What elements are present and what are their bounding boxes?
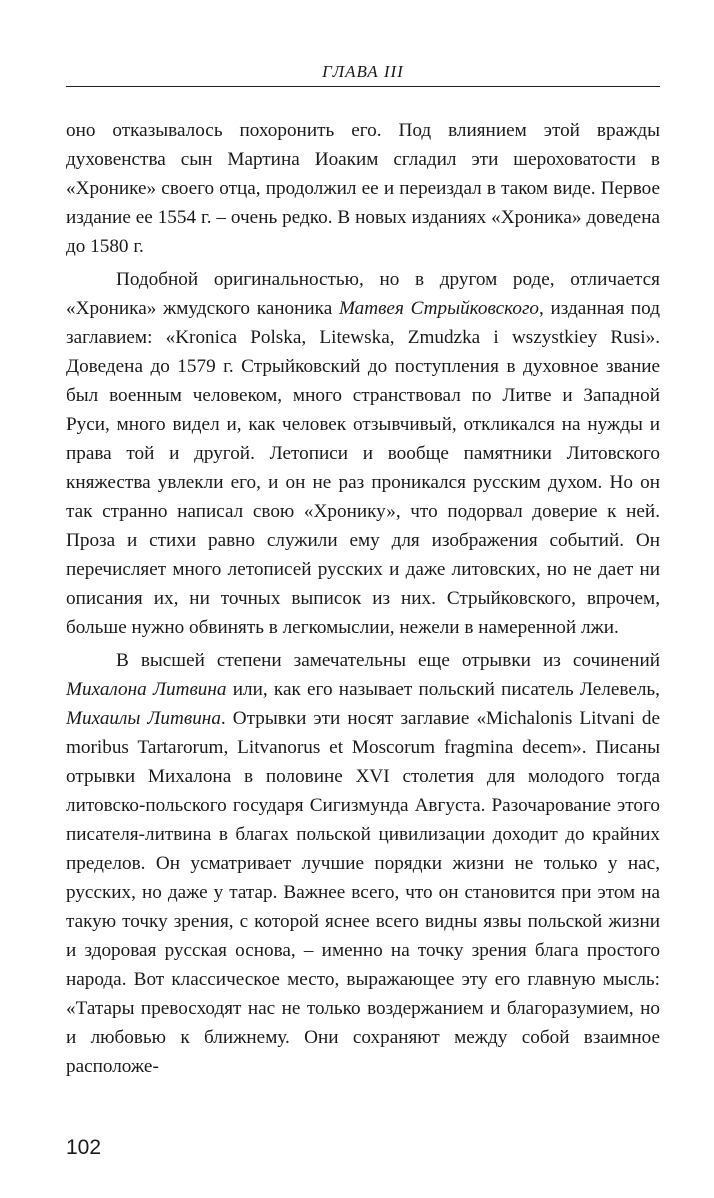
paragraph xyxy=(66,116,660,261)
paragraph xyxy=(66,646,660,1081)
page-number: 102 xyxy=(66,1136,102,1159)
text-run: Подобной оригинальностью, но в другом роде, отличается «Хроника» жмудского каноника xyxy=(66,269,660,319)
italic-name: Матвея Стрыйковского xyxy=(338,298,540,319)
text-run: , изданная под заглавием: «Kronica Polska, Litewska, Zmudzka i wszystkiey Rusi». Доведена до 1579 г. Стрыйковский до поступления в духовное звание был военным человеком, много странствовал по Литве и Западной Руси, много видел и, как человек отзывчивый, откликался на нужды и права той и другой. Летописи и вообще памятники Литовского княжества увлекли его, и он не раз проникался русским духом. Но он так странно написал свою «Хронику», что подорвал доверие к ней. Проза и стихи равно служили ему для изображения событий. Он перечисляет много летописей русских и даже литовских, но не дает ни описания их, ни точных выписок из них. Стрыйковского, впрочем, больше нужно обвинять в легкомыслии, нежели в намеренной лжи. xyxy=(66,298,660,638)
text-run: или, как его называет польский писатель Лелевель, xyxy=(226,679,660,700)
text-run: оно отказывалось похоронить его. Под влиянием этой вражды духовенства сын Мартина Иоаким сгладил эти шероховатости в «Хронике» своего отца, продолжил ее и переиздал в таком виде. Первое издание ее 1554 г. – очень редко. В новых изданиях «Хроника» доведена до 1580 г. xyxy=(66,120,660,257)
text-run: . Отрывки эти носят заглавие «Michalonis Litvani de moribus Tartarorum, Litvanorus et Moscorum fragmina decem». Писаны отрывки Михалона в половине XVI столетия для молодого тогда литовско-польского государя Сигизмунда Августа. Разочарование этого писателя-литвина в благах польской цивилизации доходит до крайних пределов. Он усматривает лучшие порядки жизни не только у нас, русских, но даже у татар. Важнее всего, что он становится при этом на такую точку зрения, с которой яснее всего видны язвы польской жизни и здоровая русская основа, – именно на точку зрения блага простого народа. Вот классическое место, выражающее эту его главную мысль: «Татары превосходят нас не только воздержанием и благоразумием, но и любовью к ближнему. Они сохраняют между собой взаимное расположе- xyxy=(66,708,660,1077)
paragraph xyxy=(66,265,660,642)
italic-name: Михаилы Литвина xyxy=(66,708,221,729)
running-header xyxy=(66,62,660,87)
header-rule xyxy=(66,86,660,87)
body-text xyxy=(66,116,660,1081)
chapter-title: ГЛАВА III xyxy=(322,62,404,81)
text-run: В высшей степени замечательны еще отрывки из сочинений xyxy=(116,650,660,671)
italic-name: Михалона Литвина xyxy=(66,679,227,700)
